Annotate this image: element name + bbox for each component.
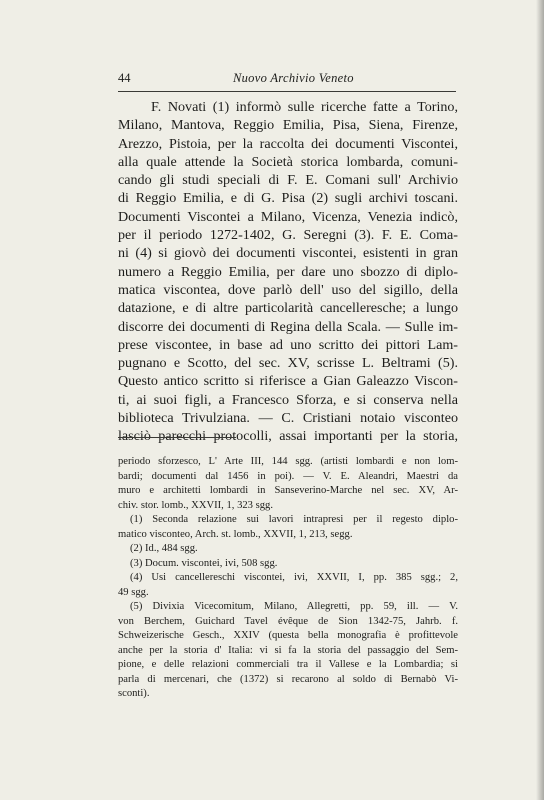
body-line: Milano, Mantova, Reggio Emilia, Pisa, Siena, Firenze, xyxy=(118,117,458,134)
footnote-line: sconti). xyxy=(118,688,150,699)
body-line: Documenti Viscontei a Milano, Vicenza, Venezia indicò, xyxy=(118,208,458,225)
body-line: biblioteca Trivulziana. — C. Cristiani notaio visconteo xyxy=(118,410,458,427)
footnote-line: bardi; documenti dal 1456 in poi). — V. E. Aleandri, Maestri da xyxy=(118,470,458,482)
footnote-line: 49 sgg. xyxy=(118,586,149,598)
body-line: F. Novati (1) informò sulle ricerche fatte a Torino, xyxy=(151,99,458,115)
body-paragraph xyxy=(118,98,458,446)
body-line: di Reggio Emilia, e di G. Pisa (2) sugli archivi toscani. xyxy=(118,190,458,207)
body-line: matica viscontea, dove parlò dell' uso del sigillo, della xyxy=(118,281,458,298)
footnote-line: Schweizerische Gesch., XXIV (questa bella monografia è profittevole xyxy=(118,630,458,641)
body-line: cando gli studi speciali di F. E. Comani sull' Archivio xyxy=(118,172,458,189)
body-line: Arezzo, Pistoia, per la raccolta dei documenti Viscontei, xyxy=(118,135,458,152)
footnote-line: chiv. stor. lomb., XXVII, 1, 323 sgg. xyxy=(118,499,273,511)
body-line: per il periodo 1272-1402, G. Seregni (3). F. E. Coma- xyxy=(118,227,458,244)
body-line: Questo antico scritto si riferisce a Gian Galeazzo Viscon- xyxy=(118,373,458,390)
header-rule xyxy=(118,91,456,92)
page-number: 44 xyxy=(118,71,131,85)
footnote-line: parla di mercenari, che (1372) si recarono al soldo di Bernabò Vi- xyxy=(118,673,458,685)
footnote-line: anche per la storia d' Italia: vi si fa la storia del passaggio del Sem- xyxy=(118,644,458,656)
page-header xyxy=(118,71,456,89)
body-line: lasciò parecchi protocolli, assai importanti per la storia, xyxy=(118,428,458,445)
footnote-rule xyxy=(118,437,236,438)
footnote-line: von Berchem, Guichard Tavel évêque de Sion 1342-75, Jahrb. f. xyxy=(118,615,458,627)
footnote-3: (3) Docum. viscontei, ivi, 508 sgg. xyxy=(130,557,278,569)
footnote-line: muro e architetti lombardi in Sanseverino-Marche nel sec. XV, Ar- xyxy=(118,485,458,496)
footnote-4: (4) Usi cancellereschi viscontei, ivi, XXVII, I, pp. 385 sgg.; 2, xyxy=(130,572,458,583)
footnote-5: (5) Divixia Vicecomitum, Milano, Allegretti, pp. 59, ill. — V. xyxy=(130,601,458,612)
footnote-line: periodo sforzesco, L' Arte III, 144 sgg. (artisti lombardi e non lom- xyxy=(118,456,458,467)
page-edge-shadow xyxy=(536,0,544,800)
footnote-1: (1) Seconda relazione sui lavori intrapresi per il regesto diplo- xyxy=(130,514,458,525)
body-line: ni (4) si giovò dei documenti viscontei, esistenti in gran xyxy=(118,245,458,262)
body-line: discorre dei documenti di Regina della Scala. — Sulle im- xyxy=(118,318,458,335)
body-line: pugnano e Scotto, del sec. XV, scrisse L. Beltrami (5). xyxy=(118,355,458,372)
body-line: prese viscontee, in base ad uno scritto dei pittori Lam- xyxy=(118,336,458,353)
footnotes xyxy=(118,455,458,702)
footnote-2: (2) Id., 484 sgg. xyxy=(130,543,198,554)
footnote-line: pione, e delle relazioni commerciali tra il Vallese e la Lombardia; si xyxy=(118,659,458,670)
body-line: datazione, e di altre particolarità cancelleresche; a lungo xyxy=(118,300,458,317)
body-line: ti, ai suoi figli, a Francesco Sforza, e si conserva nella xyxy=(118,391,458,408)
body-line: alla quale attende la Società storica lombarda, comuni- xyxy=(118,153,458,170)
running-title: Nuovo Archivio Veneto xyxy=(233,71,354,85)
footnote-line: matico visconteo, Arch. st. lomb., XXVII, 1, 213, segg. xyxy=(118,528,353,540)
body-line: numero a Reggio Emilia, per dare uno sbozzo di diplo- xyxy=(118,263,458,280)
